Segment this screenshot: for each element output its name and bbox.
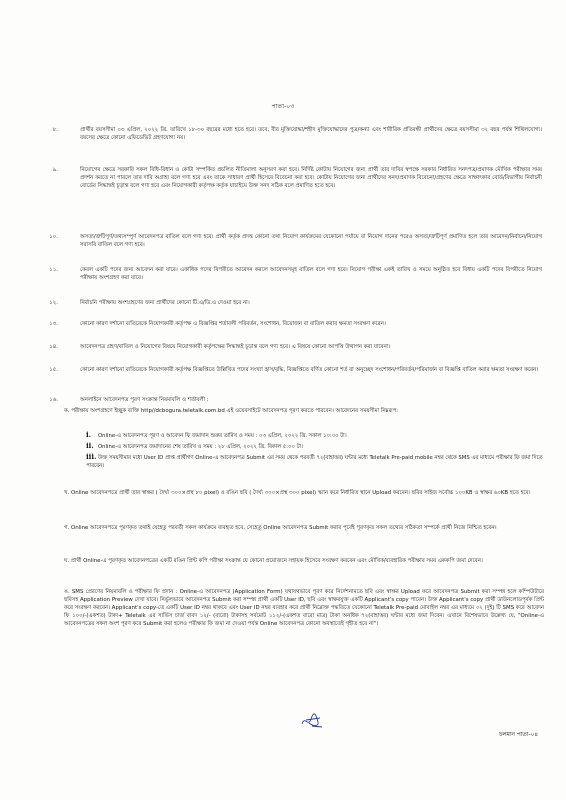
- clause-9: [36, 166, 542, 190]
- sub-clause-kha: খ. Online আবেদনপত্রে প্রার্থী তার স্বাক্ষর ( দৈর্ঘ্য ৩০০×প্রস্থ ৮০ pixel) ও রঙিন ছবি ( দৈর্ঘ্য ৩০০×প্রস্থ ৩০০ pixel) স্ক্যান করে নির্ধারিত স্থানে Upload করবেন। ছবির সাইজ সর্বোচ্চ ১০০KB ও স্বাক্ষর ৬০KB হতে হবে।: [64, 490, 531, 496]
- clause-16: [36, 396, 542, 404]
- schedule-item-i: [86, 430, 546, 441]
- schedule-item-ii: [86, 441, 546, 452]
- clause-number: ১০.: [49, 234, 58, 240]
- roman-numeral: iii.: [86, 452, 97, 461]
- clause-text: কোনো কারণ দর্শানো ব্যতিরেকে নিয়োগকারী কর্তৃপক্ষ এ বিজ্ঞপ্তির শর্তাবলী পরিবর্তন, সংশোধন, বিয়োজন বা বাতিল করার ক্ষমতা সংরক্ষণ করেন।: [80, 321, 386, 327]
- sub-clause-ka: ক. পরীক্ষায় অংশগ্রহণে ইচ্ছুক ব্যক্তি http//dcbogura.teletalk.com.bd এই ওয়েবসাইটে আবেদনপত্র পূরণ করতে পারবেন। আবেদনের সময়সীমা নিম্নরূপ:: [64, 408, 399, 414]
- page-number: পাতা-০৩: [271, 103, 295, 110]
- clause-text: অসত্য/ত্রুটিপূর্ণ/তথ্যসম্পূর্ণ আবেদনপত্র বাতিল বলে গণ্য হবে। প্রার্থী কর্তৃক প্রদত্ত কোনো তথ্য নিয়োগ কার্যক্রমের যেকোনো পর্যায়ে বা নিয়োগ দানের পরেও অসত্য/ত্রুটিপূর্ণ প্রমাণিত হলে তার আবেদন/নির্বাচন/নিয়োগ সরাসরি বাতিল বলে গণ্য হবে।: [80, 234, 542, 249]
- continued-label: চলমান পাতা-০৪: [499, 732, 538, 738]
- clause-number: ১৩.: [49, 321, 58, 327]
- clause-15: [36, 366, 542, 374]
- clause-text: নিয়োগের ক্ষেত্রে সরকারি সকল বিধি-বিধান ও কোটা সম্পর্কিত প্রচলিত নীতিমালা অনুসরণ করা হবে। নির্দিষ্ট কোটায় নিয়োগের জন্য প্রার্থী তার দাবির স্বপক্ষে সরকার নির্ধারিত সনদপত্র/প্রমাণক মৌখিক পরীক্ষার সময় প্রদর্শন করতে না পারলে তার দাবি অগ্রাহ্য বলে গণ্য হবে এবং তাকে সাধারণ প্রার্থী হিসেবে বিবেচনা করা হবে। কোটায় নিয়োগের জন্য প্রার্থীদের সনদ/প্রমাণক বিবেচনা/গ্রহণের ক্ষেত্রে সাক্ষাৎকার বোর্ড/বিভাগীয় নির্বাচনী বোর্ডের সিদ্ধান্তই চূড়ান্ত বলে গণ্য হবে এবং নিয়োগকারী কর্তৃপক্ষ কর্তৃক যাচাইয়ে উক্ত সনদ সঠিক বলে প্রমাণিত হতে হবে।: [80, 167, 542, 190]
- clause-text: কেবল একটি পদের জন্য আবেদন করা যাবে। একাধিক পদের বিপরীতে আবেদন করলে আবেদনসমূহ বাতিল বলে গণ্য হবে। নিয়োগ পরীক্ষা একই তারিখ ও সময়ে অনুষ্ঠিত হবে বিধায় একটি পদের বিপরীতে নিয়োগ পরীক্ষায় অংশগ্রহণ করা যাবে।: [80, 267, 542, 282]
- clause-11: [36, 266, 542, 282]
- clause-14: [36, 343, 542, 351]
- clause-10: [36, 233, 542, 249]
- clause-8: [36, 126, 542, 142]
- clause-12: [36, 299, 542, 307]
- clause-number: ১২.: [49, 300, 58, 306]
- schedule-text: Online-এ আবেদনপত্র জমাদানের শেষ তারিখ ও সময় : ২৮ এপ্রিল, ২০২২ খ্রি. বিকাল ৫:০০ টা।: [98, 444, 303, 450]
- clause-number: ১৬.: [49, 397, 58, 403]
- clause-text: প্রার্থীর বয়সসীমা ০৩ এপ্রিল, ২০২২ খ্রি. তারিখে ১৮-৩০ বছরের মধ্যে হতে হবে। তবে, বীর মুক্তিযোদ্ধা/শহীদ মুক্তিযোদ্ধাদের পুত্র/কন্যা এবং শারীরিক প্রতিবন্ধী প্রার্থীদের ক্ষেত্রে বয়সসীমা ৩২ বছর পর্যন্ত শিথিলযোগ্য। বয়সের ক্ষেত্রে কোনো এফিডেভিট গ্রহণযোগ্য নয়।: [80, 127, 542, 142]
- signature-icon: [300, 712, 324, 730]
- clause-number: ৮.: [52, 127, 58, 133]
- roman-numeral: ii.: [86, 441, 94, 450]
- clause-text: নির্বাচনি পরীক্ষায় অংশগ্রহণের জন্য প্রার্থীদের কোনো টি.এ/ডি.এ দেওয়া হবে না।: [80, 300, 250, 306]
- schedule-text: উক্ত সময়সীমার মধ্যে User ID প্রাপ্ত প্রার্থীগণ Online-এ আবেদনপত্র Submit এর সময় থেকে পরবর্তী ৭২(বাহাত্তর) ঘন্টার মধ্যে Teletalk Pre-paid mobile নম্বর থেকে SMS এর মাধ্যমে পরীক্ষার ফি জমা দিতে পারবেন।: [86, 455, 543, 469]
- clause-text: অনলাইনে আবেদনপত্র পূরণ সংক্রান্ত নিয়মাবলি ও শর্তাবলী :: [80, 397, 209, 403]
- roman-numeral: i.: [86, 430, 92, 439]
- schedule-item-iii: [86, 452, 546, 470]
- sub-clause-ga: গ. Online আবেদনপত্রে পূরণকৃত তথ্যই যেহেতু পরবর্তী সকল কার্যক্রমে ব্যবহৃত হবে, সেহেতু Online আবেদনপত্র Submit করার পূর্বেই পূরণকৃত সকল তথ্যের সঠিকতা সম্পর্কে প্রার্থী নিজে নিশ্চিত হবেন।: [64, 525, 497, 531]
- clause-number: ১১.: [49, 267, 58, 273]
- clause-number: ১৪.: [49, 344, 58, 350]
- clause-number: ১৫.: [49, 367, 58, 373]
- clause-text: কোনো কারণ দর্শানো ব্যতিরেকে নিয়োগকারী কর্তৃপক্ষ বিজ্ঞপ্তিতে উল্লিখিত পদের সংখ্যা হ্রাস/বৃদ্ধি, বিজ্ঞপ্তিতে বর্ণিত কোনো শর্ত বা অনুচ্ছেদ সংশোধন/পরিবর্তন/পরিমার্জন বা বিজ্ঞপ্তি বাতিল করার ক্ষমতা সংরক্ষণ করেন।: [80, 367, 539, 373]
- schedule-text: Online-এ আবেদনপত্র পূরণ ও আবেদন ফি জমাদান শুরুর তারিখ ও সময় : ০৩ এপ্রিল, ২০২২ খ্রি. সকাল ১০:০০ টা।: [98, 433, 347, 439]
- clause-text: আবেদনপত্র গ্রহণ/বাতিল ও নিয়োগের বিষয়ে নিয়োগকারী কর্তৃপক্ষের সিদ্ধান্তই চূড়ান্ত বলে গণ্য হবে। এ বিষয়ে কোনো আপত্তি উত্থাপন করা যাবেনা।: [80, 344, 391, 350]
- clause-13: [36, 320, 542, 328]
- sub-clause-uo: ঙ. SMS প্রেরণের নিয়মাবলি ও পরীক্ষার ফি প্রদান : Online-এ আবেদনপত্র (Application Form) যথাযথভাবে পূরণ করে নির্দেশনামতে ছবি এবং স্বাক্ষর Upload করে আবেদনপত্র Submit করা সম্পন্ন হলে কম্পিউটারে ছবিসহ Application Preview দেখা যাবে। নির্ভুলভাবে আবেদনপত্র Submit করা সম্পন্ন প্রার্থী একটি User ID, ছবি এবং স্বাক্ষরযুক্ত একটি Applicant's copy পাবেন। উক্ত Applicant's copy প্রার্থী ডাউনলোডপূর্বক প্রিন্ট করে সংরক্ষণ করবেন। Applicant's copy-তে একটি User ID নম্বর থাকবে এবং User ID নম্বর ব্যবহার করে প্রার্থী নিম্নোক্ত পদ্ধতিতে যেকোনো Teletalk Pre-paid মোবাইল নম্বর এর মাধ্যমে ০২ (দুই) টি SMS করে আবেদন ফি ১০০/-(একশত) টাকা+ Teletalk এর সার্ভিস চার্জ বাবদ ১২/- (বারো) টাকাসহ সর্বমোট ১১২/-(একশত বারো মাত্র) টাকা অনধিক ৭২(বাহাত্তর) ঘন্টার মধ্যে জমা দিবেন। এখানে বিশেষভাবে উল্লেখ্য যে, "Online-এ আবেদনপত্রের সকল অংশ পূরণ করে Submit করা হলেও পরীক্ষার ফি জমা না দেওয়া পর্যন্ত Online আবেদনপত্র কোনো অবস্থাতেই গৃহীত হবে না"।: [64, 589, 544, 628]
- sub-clause-gha: ঘ. প্রার্থী Online-এ পূরণকৃত আবেদনপত্রের একটি রঙিন প্রিন্ট কপি পরীক্ষা সংক্রান্ত যে কোনো প্রয়োজনে সহায়ক হিসেবে সংরক্ষণ করবেন এবং মৌখিক/ব্যবহারিক পরীক্ষার সময় এককপি জমা দেবেন।: [64, 558, 483, 564]
- clause-number: ৯.: [52, 167, 58, 173]
